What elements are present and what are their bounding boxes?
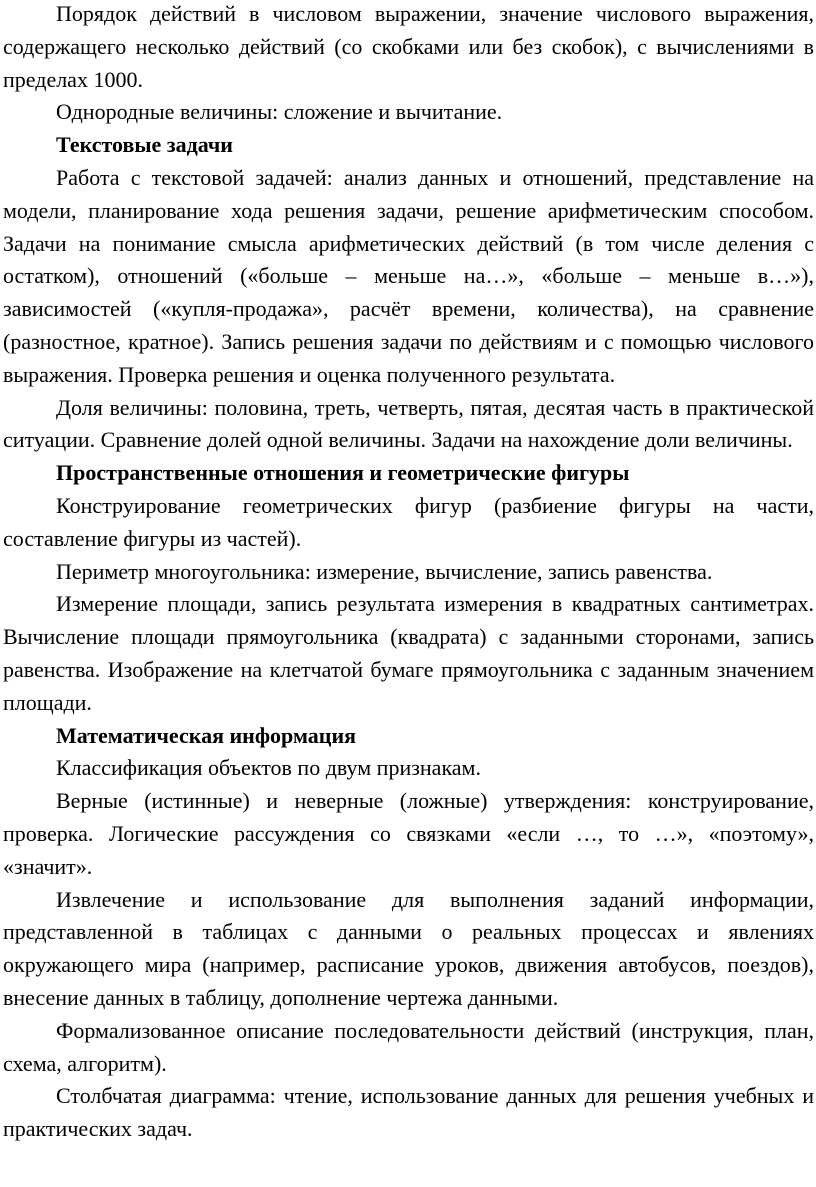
paragraph-order-of-operations: Порядок действий в числовом выражении, значение числового выражения, содержащего несколько действий (со скобками или без скобок), с вычислениями в пределах 1000. — [3, 1, 814, 92]
heading-spatial-relations: Пространственные отношения и геометрические фигуры — [56, 460, 630, 486]
paragraph-constructing-figures: Конструирование геометрических фигур (разбиение фигуры на части, составление фигуры из частей). — [3, 492, 814, 551]
paragraph-classification: Классификация объектов по двум признакам. — [56, 755, 481, 781]
paragraph-bar-chart: Столбчатая диаграмма: чтение, использование данных для решения учебных и практических задач. — [3, 1083, 814, 1142]
paragraph-table-information: Извлечение и использование для выполнения заданий информации, представленной в таблицах с данными о реальных процессах и явлениях окружающего мира (например, расписание уроков, движения автобусов, поездов), внесение данных в таблицу, дополнение чертежа данными. — [3, 886, 814, 1010]
document-content — [3, 0, 814, 1146]
heading-text-problems: Текстовые задачи — [56, 132, 233, 158]
paragraph-perimeter: Периметр многоугольника: измерение, вычисление, запись равенства. — [56, 558, 713, 584]
heading-math-information: Математическая информация — [56, 722, 357, 748]
paragraph-true-false-statements: Верные (истинные) и неверные (ложные) утверждения: конструирование, проверка. Логические рассуждения со связками «если …, то …», «поэтому», «значит». — [3, 788, 814, 879]
paragraph-text-problem-work: Работа с текстовой задачей: анализ данных и отношений, представление на модели, планирование хода решения задачи, решение арифметическим способом. Задачи на понимание смысла арифметических действий (в том числе деления с остатком), отношений («больше – меньше на…», «больше – меньше в…»), зависимостей («купля-продажа», расчёт времени, количества), на сравнение (разностное, кратное). Запись решения задачи по действиям и с помощью числового выражения. Проверка решения и оценка полученного результата. — [3, 164, 814, 387]
paragraph-fractions-of-quantity: Доля величины: половина, треть, четверть, пятая, десятая часть в практической ситуации. Сравнение долей одной величины. Задачи на нахождение доли величины. — [3, 394, 814, 453]
paragraph-area-measurement: Измерение площади, запись результата измерения в квадратных сантиметрах. Вычисление площади прямоугольника (квадрата) с заданными сторонами, запись равенства. Изображение на клетчатой бумаге прямоугольника с заданным значением площади. — [3, 591, 814, 715]
paragraph-formalized-description: Формализованное описание последовательности действий (инструкция, план, схема, алгоритм). — [3, 1017, 814, 1076]
paragraph-homogeneous-quantities: Однородные величины: сложение и вычитание. — [56, 99, 503, 125]
